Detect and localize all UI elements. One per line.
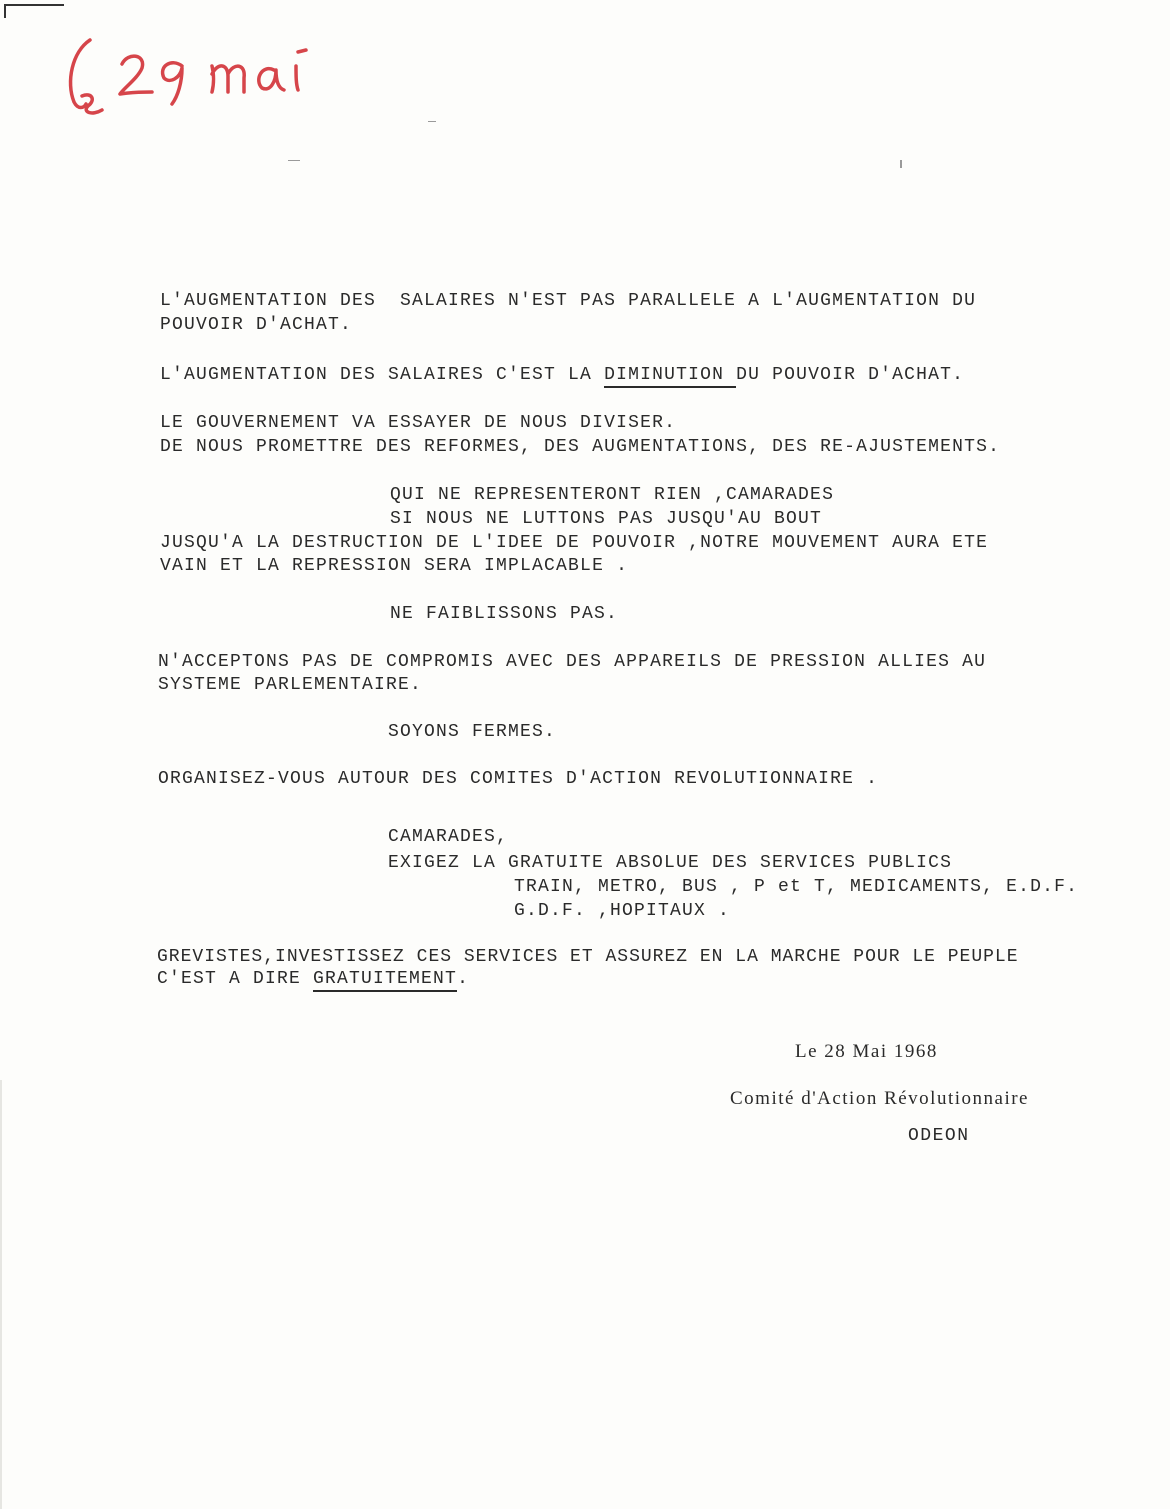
text-line-15: CAMARADES,	[388, 827, 509, 847]
text-line-4: LE GOUVERNEMENT VA ESSAYER DE NOUS DIVISER.	[160, 413, 677, 433]
text-line-20-start: C'EST A DIRE	[157, 969, 314, 989]
text-line-7: SI NOUS NE LUTTONS PAS JUSQU'AU BOUT	[390, 509, 823, 529]
text-line-9: VAIN ET LA REPRESSION SERA IMPLACABLE .	[160, 556, 629, 576]
scan-corner-mark	[4, 4, 64, 6]
underlined-diminution: DIMINUTION	[604, 365, 736, 388]
text-line-11: N'ACCEPTONS PAS DE COMPROMIS AVEC DES APPAREILS DE PRESSION ALLIES AU	[158, 652, 987, 672]
scan-corner-mark-vertical	[4, 4, 6, 18]
text-line-14: ORGANISEZ-VOUS AUTOUR DES COMITES D'ACTION REVOLUTIONNAIRE .	[158, 769, 879, 789]
text-line-1: L'AUGMENTATION DES SALAIRES N'EST PAS PARALLELE A L'AUGMENTATION DU	[160, 291, 977, 311]
text-line-8: JUSQU'A LA DESTRUCTION DE L'IDEE DE POUVOIR ,NOTRE MOUVEMENT AURA ETE	[160, 533, 989, 553]
handwritten-date-note	[62, 22, 342, 122]
text-line-20-end: .	[457, 969, 470, 989]
scan-speck	[900, 160, 902, 168]
scan-speck	[428, 121, 436, 122]
scan-speck	[288, 160, 300, 161]
text-line-3	[160, 364, 964, 386]
text-line-17: TRAIN, METRO, BUS , P et T, MEDICAMENTS, E.D.F.	[514, 877, 1079, 897]
text-line-12: SYSTEME PARLEMENTAIRE.	[158, 675, 423, 695]
signature-location: ODEON	[908, 1126, 970, 1146]
text-line-6: QUI NE REPRESENTERONT RIEN ,CAMARADES	[390, 485, 835, 505]
text-line-2: POUVOIR D'ACHAT.	[160, 315, 353, 335]
text-line-20	[157, 968, 469, 990]
scan-edge-shadow	[0, 1080, 2, 1509]
text-line-3-start: L'AUGMENTATION DES SALAIRES C'EST LA	[160, 365, 605, 385]
signature-committee: Comité d'Action Révolutionnaire	[730, 1088, 1029, 1109]
text-line-18: G.D.F. ,HOPITAUX .	[514, 901, 731, 921]
text-line-19: GREVISTES,INVESTISSEZ CES SERVICES ET ASSUREZ EN LA MARCHE POUR LE PEUPLE	[157, 947, 1019, 967]
underlined-gratuitement: GRATUITEMENT	[313, 969, 457, 992]
text-line-16: EXIGEZ LA GRATUITE ABSOLUE DES SERVICES PUBLICS	[388, 853, 953, 873]
text-line-13: SOYONS FERMES.	[388, 722, 557, 742]
text-line-10: NE FAIBLISSONS PAS.	[390, 604, 619, 624]
signature-date: Le 28 Mai 1968	[795, 1041, 938, 1062]
text-line-3-end: DU POUVOIR D'ACHAT.	[736, 365, 965, 385]
text-line-5: DE NOUS PROMETTRE DES REFORMES, DES AUGMENTATIONS, DES RE-AJUSTEMENTS.	[160, 437, 1001, 457]
